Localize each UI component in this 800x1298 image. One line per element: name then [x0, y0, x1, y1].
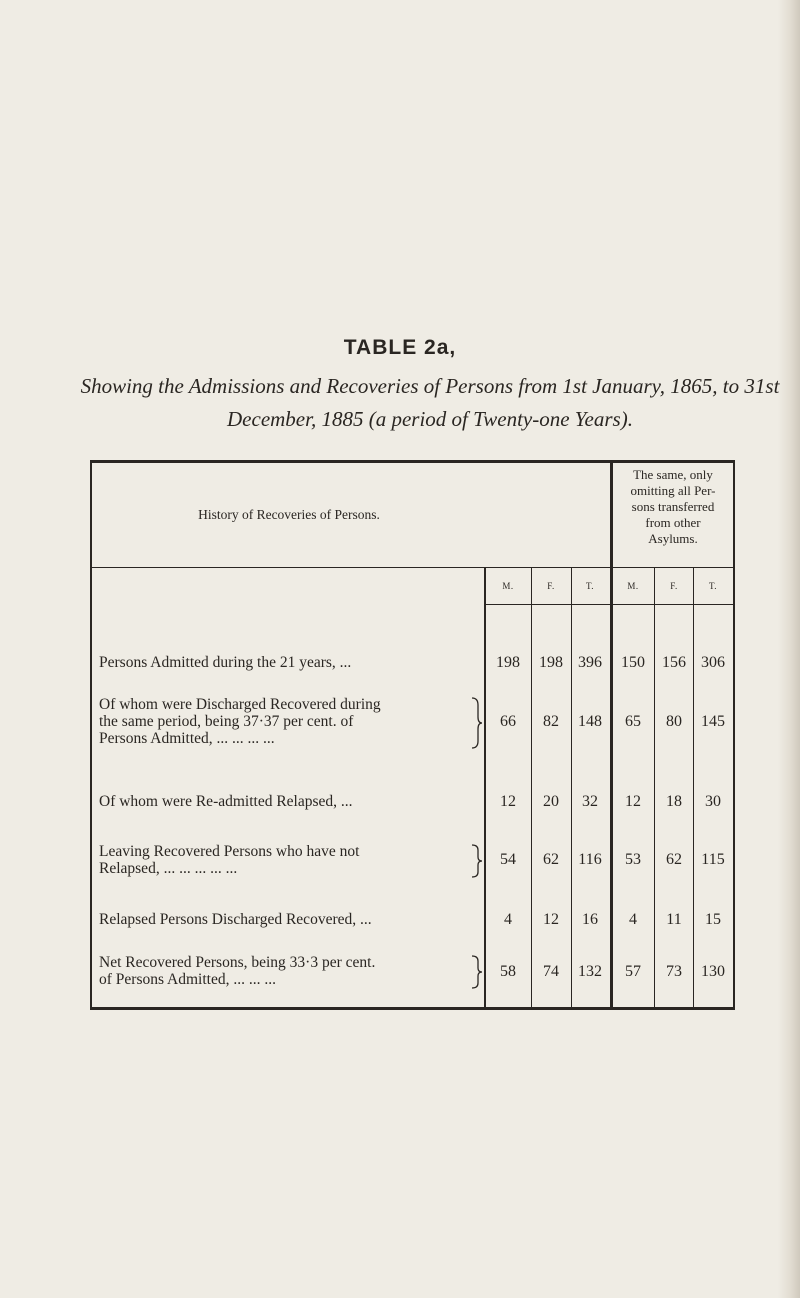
col-divider-2	[571, 567, 572, 1007]
row-label: Of whom were Discharged Recovered during	[99, 696, 381, 713]
cell-value: 396	[578, 654, 602, 671]
row-label: Leaving Recovered Persons who have not	[99, 843, 360, 860]
column-header-t: T.	[708, 581, 718, 591]
cell-value: 73	[666, 963, 682, 980]
group-header-line: sons transferred	[631, 499, 715, 514]
row-label: Persons Admitted during the 21 years, ...	[99, 654, 352, 671]
stub-divider	[484, 567, 486, 1007]
table-title: TABLE 2a,	[343, 336, 457, 359]
cell-value: 20	[543, 793, 559, 810]
cell-value: 16	[582, 911, 598, 928]
cell-value: 80	[666, 713, 682, 730]
cell-value: 306	[701, 654, 725, 671]
column-header-t: T.	[585, 581, 595, 591]
group-header-line: The same, only	[633, 467, 713, 482]
cell-value: 198	[496, 654, 520, 671]
table-top-rule	[90, 460, 735, 463]
cell-value: 66	[500, 713, 516, 730]
row-label: the same period, being 37·37 per cent. of	[99, 713, 354, 730]
cell-value: 148	[578, 713, 602, 730]
col-divider-5	[693, 567, 694, 1007]
cell-value: 150	[621, 654, 645, 671]
stub-header: History of Recoveries of Persons.	[198, 507, 380, 522]
group-header	[613, 467, 733, 547]
column-header-f: F.	[547, 581, 555, 591]
column-header-m: M.	[502, 581, 514, 591]
cell-value: 132	[578, 963, 602, 980]
col-divider-4	[654, 567, 655, 1007]
cell-value: 12	[543, 911, 559, 928]
cell-value: 15	[705, 911, 721, 928]
cell-value: 74	[543, 963, 559, 980]
cell-value: 12	[500, 793, 516, 810]
cell-value: 65	[625, 713, 641, 730]
cell-value: 18	[666, 793, 682, 810]
cell-value: 12	[625, 793, 641, 810]
row-label: Relapsed, ... ... ... ... ...	[99, 860, 238, 877]
row-label: Of whom were Re-admitted Relapsed, ...	[99, 793, 353, 810]
cell-value: 62	[543, 851, 559, 868]
cell-value: 156	[662, 654, 686, 671]
cell-value: 58	[500, 963, 516, 980]
col-divider-1	[531, 567, 532, 1007]
row-label: of Persons Admitted, ... ... ...	[99, 971, 276, 988]
cell-value: 57	[625, 963, 641, 980]
table-left-rule	[90, 460, 92, 1010]
cell-value: 4	[504, 911, 512, 928]
group-header-line: Asylums.	[648, 531, 698, 546]
cell-value: 53	[625, 851, 641, 868]
cell-value: 11	[666, 911, 682, 928]
cell-value: 130	[701, 963, 725, 980]
group-header-line: from other	[645, 515, 701, 530]
cell-value: 62	[666, 851, 682, 868]
cell-value: 30	[705, 793, 721, 810]
row-label: Relapsed Persons Discharged Recovered, ...	[99, 911, 372, 928]
header-rule	[92, 567, 733, 568]
column-header-f: F.	[670, 581, 678, 591]
cell-value: 116	[578, 851, 602, 868]
cell-value: 198	[539, 654, 563, 671]
cell-value: 32	[582, 793, 598, 810]
cell-value: 145	[701, 713, 725, 730]
group-header-line: omitting all Per-	[630, 483, 716, 498]
subheader-rule	[485, 604, 733, 605]
table-subtitle: Showing the Admissions and Recoveries of Persons from 1st January, 1865, to 31st December, 1885 (a period of Twenty-one Years).	[80, 374, 780, 431]
row-label: Net Recovered Persons, being 33·3 per cent.	[99, 954, 376, 971]
table-bottom-rule	[90, 1007, 735, 1010]
cell-value: 82	[543, 713, 559, 730]
row-label: Persons Admitted, ... ... ... ...	[99, 730, 275, 747]
cell-value: 54	[500, 851, 516, 868]
cell-value: 115	[701, 851, 725, 868]
cell-value: 4	[629, 911, 637, 928]
column-header-m: M.	[627, 581, 639, 591]
